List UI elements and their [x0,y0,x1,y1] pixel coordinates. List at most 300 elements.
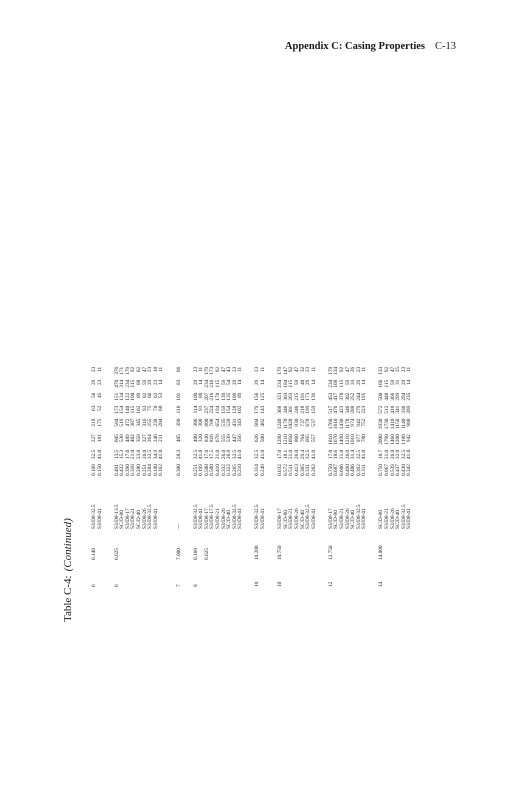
value-cell: 54 [226,379,233,386]
value-cell: 670 [305,418,312,427]
value-cell: 15.3 [119,449,126,460]
value-cell: 0.390 [124,464,131,476]
value-cell: 23 [355,366,362,373]
value-cell: 0.410 [215,464,221,476]
value-cell: 40 [299,379,306,386]
designation-cell: S3/D8-32.5 [147,504,154,529]
value-cell: 368 [277,405,284,414]
value-cell: 695 [305,434,312,443]
value-cell: 626 [254,434,261,443]
value-cell: 66 [147,392,154,398]
value-cell: 47 [141,366,148,373]
table-caption [62,518,74,622]
designation-cell: S3/D8-26 [293,508,300,529]
value-cell: 56 [91,392,97,398]
value-cell: 114 [192,405,199,414]
value-cell: 336 [400,405,407,414]
nominal-size-cell: 14 [378,581,385,587]
value-cell: 47 [344,366,351,373]
value-cell: 17.0 [277,449,284,460]
designation-cell: S3/D8-32.5 [305,504,312,529]
value-cell: 341 [395,405,402,414]
designation-cell: S3/D8-41 [152,508,159,529]
value-cell: 179 [254,405,261,414]
value-cell: 263 [288,392,295,401]
value-cell: 1210 [282,434,289,445]
value-cell: 246 [293,405,300,414]
designation-cell: S3/D8-41 [237,508,244,529]
value-cell: 0.189 [91,464,97,476]
value-cell: 32.5 [91,449,97,460]
value-cell: 224 [209,405,216,414]
value-cell: 17.0 [327,449,334,460]
value-cell: 1240 [277,418,284,430]
value-cell: 0.162 [158,464,165,476]
designation-cell: S3/D8-32.5 [192,504,199,529]
value-cell: 32 [299,366,306,373]
value-cell: 135 [226,392,233,401]
table-row [368,362,385,587]
value-cell: 302 [344,392,351,401]
value-cell: 654 [215,418,221,427]
value-cell: 279 [355,405,362,414]
value-cell: 173 [113,405,120,414]
value-cell: 0.280 [136,464,143,476]
value-cell: 764 [299,434,306,443]
value-cell: 170 [215,392,221,401]
value-cell: 63 [91,405,97,411]
value-cell: 62 [152,392,159,398]
value-cell: 218 [91,418,97,427]
value-cell: 288 [350,405,357,414]
value-cell: 191 [299,392,306,401]
value-cell: 343 [237,418,244,427]
value-cell: 0.210 [237,464,244,476]
value-cell: 115 [130,405,137,414]
value-cell: 147 [282,366,289,375]
value-cell: 1010 [350,434,357,445]
designation-cell: S3/D8-41 [406,508,413,529]
value-cell: 366 [389,392,396,401]
table-continued-note: (Continued) [62,518,74,572]
value-cell: 66 [175,366,182,373]
value-cell: 173 [305,392,312,401]
value-cell: 14 [406,379,413,386]
value-cell: 830 [203,434,210,443]
value-cell: 0.199 [198,464,205,476]
designation-cell: S3/D8-26 [220,508,227,529]
value-cell: 134 [333,366,340,375]
table-label: Table C-4: [62,575,74,622]
value-cell: 168 [333,379,340,388]
value-cell: 537 [310,418,317,427]
designation-cell: SC/D-40 [299,510,306,529]
value-cell: 32.5 [231,449,238,460]
value-cell: 1730 [384,418,391,430]
designation-cell: S3/D8-21 [384,508,391,529]
value-cell: 70 [152,405,159,411]
value-cell: 88 [136,379,143,386]
value-cell: 32.5 [254,449,261,460]
value-cell: 752 [361,418,368,427]
table-row [182,362,199,587]
value-cell: 140 [124,405,131,414]
value-cell: 0.687 [333,464,340,476]
designation-cell: S3/D8-32.5 [355,504,362,529]
value-cell: 476 [333,405,340,414]
value-cell: 23 [231,366,238,373]
value-cell: 500 [260,434,267,443]
value-cell: 301 [288,405,295,414]
value-cell: 28.3 [175,449,182,460]
value-cell: 11 [361,366,368,372]
value-cell: 41.0 [237,449,244,460]
value-cell: 346 [344,405,351,414]
designation-cell: S3/D8-17.5 [209,504,216,529]
designation-cell: SC/D-40 [395,510,402,529]
value-cell: 0.180 [152,464,159,476]
value-cell: 0.332 [220,464,227,476]
value-cell: 179 [327,366,334,375]
value-cell: 41.0 [406,449,413,460]
value-cell: 345 [136,418,143,427]
table-row [103,362,120,587]
value-cell: 47 [389,366,396,373]
designation-cell: — [175,523,182,529]
value-cell: 0.314 [254,464,261,476]
value-cell: 0.508 [203,464,210,476]
table-body [92,362,413,587]
value-cell: 21.0 [339,449,345,460]
value-cell: 18.6 [333,449,340,460]
value-cell: 32.0 [395,449,402,460]
value-cell: 500 [378,392,385,401]
value-cell: 376 [113,366,120,375]
value-cell: 159 [310,405,317,414]
outside-diameter-cell: 8.160 [192,548,199,560]
value-cell: 11 [406,366,413,372]
designation-cell: S3/D8-17 [327,508,334,529]
value-cell: 204 [158,418,165,427]
value-cell: 0.511 [288,464,295,476]
designation-cell: SC/D-40 [226,510,233,529]
value-cell: 52 [96,405,103,411]
designation-cell: S3/D8-21 [130,508,137,529]
value-cell: 1140 [400,418,407,430]
value-cell: 139 [220,392,227,401]
value-cell: 780 [361,434,368,443]
value-cell: 92 [215,366,221,373]
value-cell: 11 [96,366,103,372]
designation-cell: S3/D8-17 [203,508,210,529]
value-cell: 14 [158,379,165,386]
value-cell: 316 [141,418,148,427]
header-title: Appendix C: Casing Properties [284,41,425,52]
value-cell: 215 [293,392,300,401]
nominal-size-cell: 8 [192,584,199,587]
designation-cell: S3/D8-21 [339,508,345,529]
value-cell: 128 [231,405,238,414]
value-cell: 14 [260,379,267,386]
value-cell: 62 [136,366,143,373]
value-cell: 29 [400,379,407,386]
designation-cell: S3/D8-21 [288,508,295,529]
value-cell: 320 [198,434,205,443]
nominal-size-cell: 10 [277,581,284,587]
nominal-size-cell: 12 [327,581,334,587]
value-cell: 1760 [327,418,334,430]
value-cell: 29 [91,379,97,386]
value-cell: 21.0 [215,449,221,460]
value-cell: 942 [355,418,362,427]
outside-diameter-cell: 12.750 [327,545,334,560]
value-cell: 14 [310,379,317,386]
value-cell: 255 [147,418,154,427]
value-cell: 0.750 [378,464,385,476]
value-cell: 26.8 [226,449,233,460]
value-cell: 942 [406,434,413,443]
value-cell: 1930 [378,418,385,430]
value-cell: 0.204 [147,464,154,476]
value-cell: 0.262 [310,464,317,476]
designation-cell: S3/D8-26 [141,508,148,529]
designation-cell: S3/D8-13.5 [113,504,120,529]
value-cell: 323 [277,392,284,401]
value-cell: 417 [333,392,340,401]
value-cell: 294 [400,392,407,401]
outside-diameter-cell: 10.750 [277,545,284,560]
nominal-size-cell: 7 [175,584,182,587]
value-cell: 23 [254,366,261,373]
value-cell: 23 [96,379,103,386]
value-cell: 75 [147,405,154,411]
value-cell: 11 [260,366,267,372]
value-cell: 539 [226,434,233,443]
value-cell: 418 [389,405,396,414]
designation-cell: SC/D-80 [282,510,289,529]
value-cell: 0.322 [226,464,233,476]
value-cell: 0.606 [339,464,345,476]
value-cell: 860 [293,434,300,443]
value-cell: 11 [158,366,165,372]
value-cell: 41.0 [361,449,368,460]
value-cell: 59 [293,379,300,386]
value-cell: 166 [378,379,385,388]
designation-cell: S3/D8-21 [215,508,221,529]
value-cell: 538 [119,434,126,443]
value-cell: 1170 [282,418,289,430]
value-cell: 32.5 [147,449,154,460]
value-cell: 1810 [327,434,334,445]
value-cell: 519 [119,418,126,427]
value-cell: 139 [310,392,317,401]
outside-diameter-cell [407,529,413,560]
value-cell: 0.491 [113,464,120,476]
value-cell: 346 [282,405,289,414]
running-header [285,41,456,52]
nominal-size-cell [407,560,413,587]
value-cell: 1200 [395,434,402,445]
designation-cell: SC/D-40 [136,510,143,529]
nominal-size-cell: 6 [91,584,97,587]
value-cell: 816 [209,434,216,443]
value-cell: 17.0 [203,449,210,460]
designation-cell: S3/D8-32.5 [400,504,407,529]
value-cell: 557 [310,434,317,443]
value-cell: 194 [215,405,221,414]
value-cell: 29 [231,379,238,386]
value-cell: 0.251 [192,464,199,476]
value-cell: 53 [158,392,165,398]
value-cell: 18.7 [378,449,385,460]
value-cell: 199 [305,405,312,414]
value-cell: 154 [226,405,233,414]
value-cell: 32.5 [355,449,362,460]
value-cell: 252 [350,392,357,401]
value-cell: 405 [175,434,182,443]
value-cell: 41.0 [96,449,103,460]
designation-cell: S3/D8-41 [198,508,205,529]
value-cell: 47 [220,366,227,373]
value-cell: 31 [395,379,402,386]
value-cell: 17.0 [124,449,131,460]
value-cell: 0.300 [175,464,182,476]
value-cell: 41.0 [310,449,317,460]
value-cell: 59 [220,379,227,386]
value-cell: 143 [260,405,267,414]
value-cell: 246 [152,434,159,443]
value-cell: 115 [384,379,391,388]
designation-cell: S3/D8-17 [277,508,284,529]
value-cell: 102 [237,405,244,414]
value-cell: 1050 [288,434,295,445]
value-cell: 387 [130,418,137,427]
value-cell: 1410 [389,418,396,430]
value-cell: 179 [277,366,284,375]
value-cell: 216 [209,392,216,401]
designation-cell: S3/D8-17 [124,508,131,529]
value-cell: 21.0 [130,449,137,460]
value-cell: 41.0 [260,449,267,460]
value-cell: 1150 [395,418,402,430]
value-cell: 29 [192,379,199,386]
value-cell: 23 [147,366,154,373]
value-cell: 234 [277,379,284,388]
value-cell: 151 [113,392,120,401]
value-cell: 116 [175,405,182,414]
value-cell: 605 [113,434,120,443]
value-cell: 517 [327,405,334,414]
value-cell: 122 [124,392,131,401]
outside-diameter-cell: 14.000 [378,545,385,560]
value-cell: 18.1 [282,449,289,460]
value-cell: 26.0 [220,449,227,460]
value-cell: 470 [113,379,120,388]
value-cell: 237 [203,405,210,414]
value-cell: 109 [231,392,238,401]
value-cell: 125 [260,392,267,401]
value-cell: 977 [355,434,362,443]
value-cell: 175 [96,418,103,427]
value-cell: 0.490 [344,464,351,476]
outside-diameter-cell: 6.140 [91,548,97,560]
value-cell: 1610 [333,418,340,430]
value-cell: 1790 [384,434,391,445]
value-cell: 41.0 [198,449,205,460]
casing-properties-table-wrapper [92,362,413,587]
value-cell: 181 [96,434,103,443]
value-cell: 1460 [389,434,396,445]
casing-properties-table [92,362,413,587]
outside-diameter-cell: 8.625 [203,548,210,560]
value-cell: 572 [378,405,385,414]
value-cell: 1170 [344,418,351,430]
value-cell: 115 [215,379,221,388]
value-cell: 0.632 [277,464,284,476]
value-cell: 33 [350,379,357,386]
value-cell: 133 [378,366,385,375]
designation-cell: S3/D8-41 [310,508,317,529]
value-cell: 0.331 [305,464,312,476]
value-cell: 974 [350,418,357,427]
value-cell: 211 [158,434,165,442]
value-cell: 29.4 [299,449,306,460]
value-cell: 14 [198,379,205,386]
table-row [267,362,284,587]
value-cell: 154 [119,405,126,414]
value-cell: 93 [141,405,148,411]
value-cell: 17.5 [209,449,216,460]
value-cell: 358 [136,434,143,443]
value-cell: 29 [355,379,362,386]
value-cell: 0.750 [327,464,334,476]
value-cell: 115 [339,379,345,388]
value-cell: 101 [175,392,182,401]
value-cell: 1430 [339,418,345,430]
value-cell: 23 [305,366,312,373]
value-cell: 23 [91,366,97,373]
value-cell: 29 [305,379,312,386]
value-cell: 1290 [277,434,284,445]
value-cell: 32.5 [192,449,199,460]
value-cell: 18 [152,366,159,373]
value-cell: 207 [203,392,210,401]
page-number: C-13 [435,41,456,52]
value-cell: 299 [395,392,402,401]
value-cell: 0.430 [400,464,407,476]
value-cell: 184 [282,379,289,388]
designation-cell: SC/D-80 [378,510,385,529]
value-cell: 520 [226,418,233,427]
designation-cell: SC/D-40 [350,510,357,529]
value-cell: 216 [209,379,216,388]
value-cell: 737 [299,418,306,427]
value-cell: 0.265 [231,464,238,476]
value-cell: 269 [406,405,413,414]
value-cell: 0.413 [293,464,300,476]
value-cell: 14 [237,379,244,386]
value-cell: 115 [130,379,137,388]
value-cell: 59 [389,379,396,386]
value-cell: 26.0 [344,449,351,460]
value-cell: 0.406 [350,464,357,476]
value-cell: 195 [361,392,368,401]
value-cell: 26.0 [141,449,148,460]
value-cell: 386 [192,418,199,427]
value-cell: 227 [91,434,97,443]
value-cell: 14 [361,379,368,386]
designation-cell: SC/D-80 [119,510,126,529]
